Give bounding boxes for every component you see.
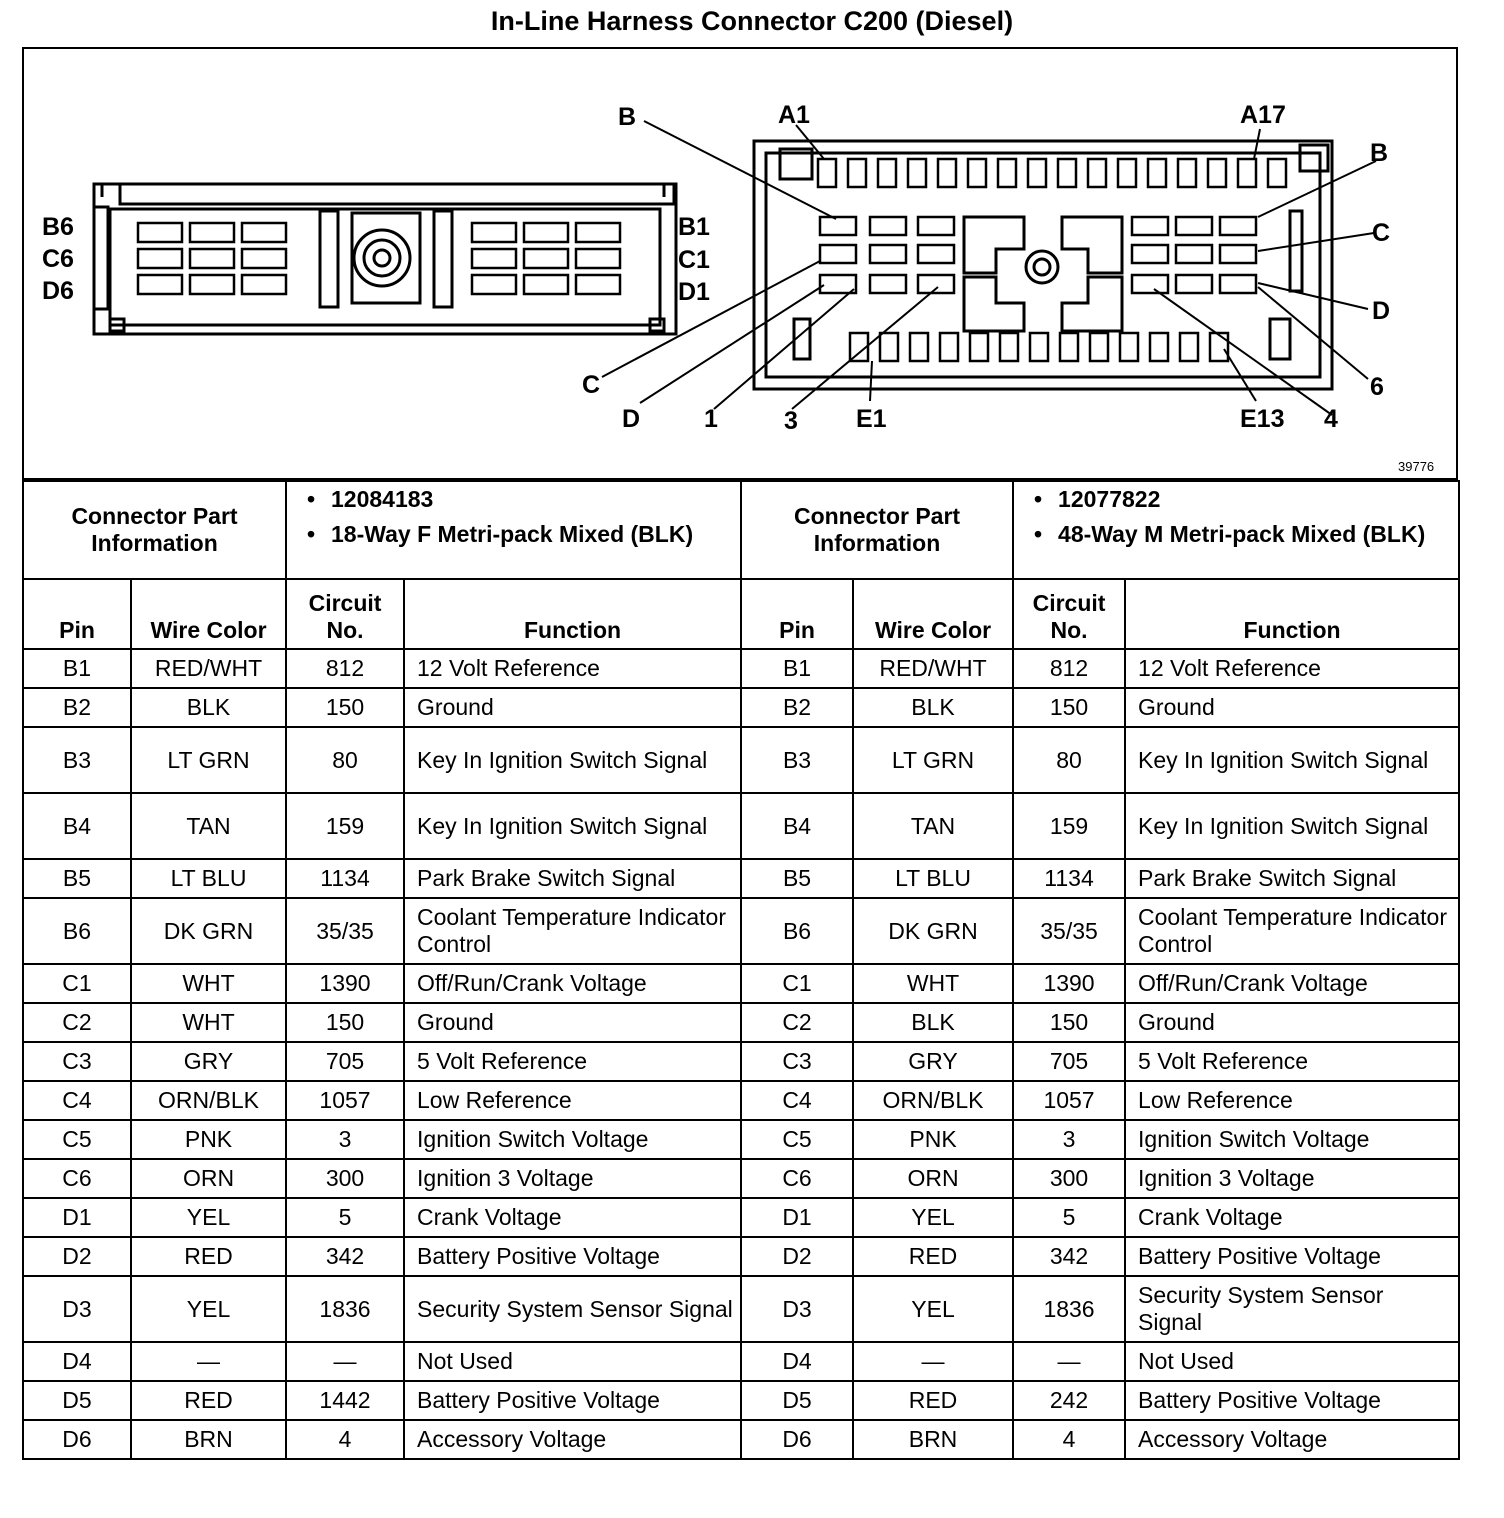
- pin-cell-left: D2: [23, 1237, 131, 1276]
- circuit-no-cell-right: 812: [1013, 649, 1125, 688]
- pin-cell-right: B1: [741, 649, 853, 688]
- circuit-no-cell-right: 1836: [1013, 1276, 1125, 1342]
- pinout-rows: [23, 649, 1459, 1459]
- function-cell-right: Battery Positive Voltage: [1125, 1237, 1459, 1276]
- function-cell-left: Accessory Voltage: [404, 1420, 741, 1459]
- connector-48way-drawing: [754, 141, 1332, 389]
- function-cell-left: Battery Positive Voltage: [404, 1381, 741, 1420]
- wire-color-cell-right: RED: [853, 1237, 1013, 1276]
- wire-color-cell-right: ORN/BLK: [853, 1081, 1013, 1120]
- circuit-no-cell-right: 1390: [1013, 964, 1125, 1003]
- part-info-label-left: Connector Part Information: [23, 481, 286, 579]
- circuit-no-cell-left: 705: [286, 1042, 404, 1081]
- circuit-no-cell-left: 150: [286, 688, 404, 727]
- wire-color-cell-right: TAN: [853, 793, 1013, 859]
- circuit-no-cell-right: 1057: [1013, 1081, 1125, 1120]
- circuit-no-cell-right: 150: [1013, 1003, 1125, 1042]
- part-number-left: • 12084183: [331, 486, 740, 513]
- wire-color-cell-left: LT GRN: [131, 727, 286, 793]
- pin-cell-right: C5: [741, 1120, 853, 1159]
- part-number-right: • 12077822: [1058, 486, 1458, 513]
- function-cell-right: Key In Ignition Switch Signal: [1125, 727, 1459, 793]
- function-cell-left: Key In Ignition Switch Signal: [404, 727, 741, 793]
- wire-color-cell-left: ORN/BLK: [131, 1081, 286, 1120]
- figure-number: 39776: [1398, 459, 1435, 474]
- table-row: [23, 1381, 1459, 1420]
- pin-cell-left: B4: [23, 793, 131, 859]
- wire-color-cell-left: TAN: [131, 793, 286, 859]
- table-row: [23, 1198, 1459, 1237]
- pin-cell-right: D4: [741, 1342, 853, 1381]
- pin-cell-right: D1: [741, 1198, 853, 1237]
- circuit-no-cell-right: 5: [1013, 1198, 1125, 1237]
- pin-cell-right: B5: [741, 859, 853, 898]
- part-info-row: [23, 481, 1459, 579]
- label-d1: D1: [678, 278, 710, 306]
- label-b6: B6: [42, 213, 74, 241]
- label-c6: C6: [42, 245, 74, 273]
- function-cell-left: 12 Volt Reference: [404, 649, 741, 688]
- table-row: [23, 1159, 1459, 1198]
- function-cell-right: Key In Ignition Switch Signal: [1125, 793, 1459, 859]
- table-row: [23, 1120, 1459, 1159]
- label-b-right: B: [1370, 139, 1389, 167]
- circuit-no-cell-left: 1390: [286, 964, 404, 1003]
- function-cell-right: Ignition 3 Voltage: [1125, 1159, 1459, 1198]
- pin-cell-left: D4: [23, 1342, 131, 1381]
- pin-cell-left: B3: [23, 727, 131, 793]
- function-cell-left: Security System Sensor Signal: [404, 1276, 741, 1342]
- circuit-no-cell-right: 1134: [1013, 859, 1125, 898]
- circuit-no-cell-left: 812: [286, 649, 404, 688]
- table-row: [23, 649, 1459, 688]
- function-cell-right: Crank Voltage: [1125, 1198, 1459, 1237]
- function-cell-right: 5 Volt Reference: [1125, 1042, 1459, 1081]
- part-desc-right: • 48-Way M Metri-pack Mixed (BLK): [1058, 521, 1458, 548]
- wire-color-cell-right: BLK: [853, 1003, 1013, 1042]
- function-cell-left: Ground: [404, 1003, 741, 1042]
- col-wire-right: Wire Color: [853, 579, 1013, 649]
- table-row: [23, 1042, 1459, 1081]
- circuit-no-cell-right: 159: [1013, 793, 1125, 859]
- page-title: In-Line Harness Connector C200 (Diesel): [490, 6, 1014, 36]
- col-pin-right: Pin: [741, 579, 853, 649]
- function-cell-left: Not Used: [404, 1342, 741, 1381]
- circuit-no-cell-right: 4: [1013, 1420, 1125, 1459]
- label-e1: E1: [856, 405, 887, 433]
- wire-color-cell-right: YEL: [853, 1198, 1013, 1237]
- pin-cell-right: D2: [741, 1237, 853, 1276]
- function-cell-right: Battery Positive Voltage: [1125, 1381, 1459, 1420]
- circuit-no-cell-right: —: [1013, 1342, 1125, 1381]
- part-info-right: [1013, 481, 1459, 579]
- col-circuit-left: Circuit No.: [286, 579, 404, 649]
- pin-cell-left: C3: [23, 1042, 131, 1081]
- wire-color-cell-right: ORN: [853, 1159, 1013, 1198]
- wire-color-cell-right: BRN: [853, 1420, 1013, 1459]
- pin-cell-left: D5: [23, 1381, 131, 1420]
- function-cell-left: Coolant Temperature Indicator Control: [404, 898, 741, 964]
- circuit-no-cell-left: 35/35: [286, 898, 404, 964]
- function-cell-right: Ground: [1125, 688, 1459, 727]
- pin-cell-right: D3: [741, 1276, 853, 1342]
- wire-color-cell-left: ORN: [131, 1159, 286, 1198]
- circuit-no-cell-left: 1057: [286, 1081, 404, 1120]
- connector-diagram: [22, 47, 1458, 480]
- function-cell-right: Ignition Switch Voltage: [1125, 1120, 1459, 1159]
- circuit-no-cell-left: 4: [286, 1420, 404, 1459]
- col-function-right: Function: [1125, 579, 1459, 649]
- table-row: [23, 1420, 1459, 1459]
- label-d6: D6: [42, 277, 74, 305]
- pin-cell-left: C5: [23, 1120, 131, 1159]
- circuit-no-cell-left: 3: [286, 1120, 404, 1159]
- label-1: 1: [704, 405, 718, 433]
- pinout-table: [22, 480, 1460, 1460]
- circuit-no-cell-right: 80: [1013, 727, 1125, 793]
- circuit-no-cell-left: 1442: [286, 1381, 404, 1420]
- wire-color-cell-left: YEL: [131, 1276, 286, 1342]
- wire-color-cell-right: RED: [853, 1381, 1013, 1420]
- function-cell-right: 12 Volt Reference: [1125, 649, 1459, 688]
- circuit-no-cell-right: 150: [1013, 688, 1125, 727]
- table-row: [23, 1003, 1459, 1042]
- label-a1: A1: [778, 101, 810, 129]
- table-row: [23, 793, 1459, 859]
- pin-cell-left: C1: [23, 964, 131, 1003]
- pin-cell-right: C6: [741, 1159, 853, 1198]
- label-a17: A17: [1240, 101, 1286, 129]
- table-row: [23, 898, 1459, 964]
- pin-cell-left: B2: [23, 688, 131, 727]
- label-e13: E13: [1240, 405, 1285, 433]
- function-cell-right: Not Used: [1125, 1342, 1459, 1381]
- function-cell-left: Park Brake Switch Signal: [404, 859, 741, 898]
- circuit-no-cell-right: 300: [1013, 1159, 1125, 1198]
- wire-color-cell-left: DK GRN: [131, 898, 286, 964]
- column-header-row: [23, 579, 1459, 649]
- label-c1: C1: [678, 246, 710, 274]
- pin-cell-right: D5: [741, 1381, 853, 1420]
- pin-cell-right: C2: [741, 1003, 853, 1042]
- part-info-left: [286, 481, 741, 579]
- table-row: [23, 964, 1459, 1003]
- pin-cell-left: D1: [23, 1198, 131, 1237]
- pin-cell-right: B4: [741, 793, 853, 859]
- circuit-no-cell-left: 300: [286, 1159, 404, 1198]
- pin-cell-left: C6: [23, 1159, 131, 1198]
- circuit-no-cell-right: 705: [1013, 1042, 1125, 1081]
- part-desc-left: • 18-Way F Metri-pack Mixed (BLK): [331, 521, 740, 548]
- wire-color-cell-right: RED/WHT: [853, 649, 1013, 688]
- pin-cell-right: C1: [741, 964, 853, 1003]
- pin-cell-left: B1: [23, 649, 131, 688]
- function-cell-left: Crank Voltage: [404, 1198, 741, 1237]
- function-cell-right: Security System Sensor Signal: [1125, 1276, 1459, 1342]
- table-row: [23, 1081, 1459, 1120]
- wire-color-cell-right: LT BLU: [853, 859, 1013, 898]
- circuit-no-cell-left: —: [286, 1342, 404, 1381]
- wire-color-cell-left: WHT: [131, 964, 286, 1003]
- label-4: 4: [1324, 405, 1338, 433]
- wire-color-cell-left: RED: [131, 1237, 286, 1276]
- pin-cell-left: D3: [23, 1276, 131, 1342]
- function-cell-left: Key In Ignition Switch Signal: [404, 793, 741, 859]
- col-wire-left: Wire Color: [131, 579, 286, 649]
- wire-color-cell-right: LT GRN: [853, 727, 1013, 793]
- wire-color-cell-right: PNK: [853, 1120, 1013, 1159]
- wire-color-cell-left: RED/WHT: [131, 649, 286, 688]
- pin-cell-right: B3: [741, 727, 853, 793]
- function-cell-left: Battery Positive Voltage: [404, 1237, 741, 1276]
- function-cell-right: Accessory Voltage: [1125, 1420, 1459, 1459]
- pin-cell-left: D6: [23, 1420, 131, 1459]
- col-function-left: Function: [404, 579, 741, 649]
- function-cell-left: Off/Run/Crank Voltage: [404, 964, 741, 1003]
- connector-18way-drawing: [94, 184, 676, 334]
- pin-cell-right: C4: [741, 1081, 853, 1120]
- circuit-no-cell-left: 80: [286, 727, 404, 793]
- label-d-left: D: [622, 405, 641, 433]
- circuit-no-cell-left: 1134: [286, 859, 404, 898]
- circuit-no-cell-right: 242: [1013, 1381, 1125, 1420]
- pin-cell-left: C4: [23, 1081, 131, 1120]
- wire-color-cell-right: —: [853, 1342, 1013, 1381]
- pin-cell-left: B5: [23, 859, 131, 898]
- pin-cell-left: B6: [23, 898, 131, 964]
- label-3: 3: [784, 407, 798, 435]
- table-row: [23, 859, 1459, 898]
- wire-color-cell-left: BRN: [131, 1420, 286, 1459]
- function-cell-right: Park Brake Switch Signal: [1125, 859, 1459, 898]
- label-d-right: D: [1372, 297, 1391, 325]
- wire-color-cell-left: GRY: [131, 1042, 286, 1081]
- label-b-top: B: [618, 103, 637, 131]
- circuit-no-cell-left: 5: [286, 1198, 404, 1237]
- circuit-no-cell-left: 150: [286, 1003, 404, 1042]
- pin-cell-right: B2: [741, 688, 853, 727]
- circuit-no-cell-left: 1836: [286, 1276, 404, 1342]
- label-c-right: C: [1372, 219, 1391, 247]
- label-6: 6: [1370, 373, 1384, 401]
- col-circuit-right: Circuit No.: [1013, 579, 1125, 649]
- label-c-left: C: [582, 371, 601, 399]
- circuit-no-cell-right: 342: [1013, 1237, 1125, 1276]
- function-cell-right: Ground: [1125, 1003, 1459, 1042]
- wire-color-cell-right: GRY: [853, 1042, 1013, 1081]
- function-cell-right: Coolant Temperature Indicator Control: [1125, 898, 1459, 964]
- callout-lines: [602, 121, 1376, 415]
- table-row: [23, 688, 1459, 727]
- wire-color-cell-left: —: [131, 1342, 286, 1381]
- table-row: [23, 1342, 1459, 1381]
- function-cell-left: Ignition 3 Voltage: [404, 1159, 741, 1198]
- table-row: [23, 1237, 1459, 1276]
- wire-color-cell-right: YEL: [853, 1276, 1013, 1342]
- circuit-no-cell-left: 342: [286, 1237, 404, 1276]
- wire-color-cell-left: YEL: [131, 1198, 286, 1237]
- wire-color-cell-right: BLK: [853, 688, 1013, 727]
- wire-color-cell-left: LT BLU: [131, 859, 286, 898]
- label-b1: B1: [678, 213, 710, 241]
- function-cell-right: Low Reference: [1125, 1081, 1459, 1120]
- function-cell-left: 5 Volt Reference: [404, 1042, 741, 1081]
- function-cell-left: Ignition Switch Voltage: [404, 1120, 741, 1159]
- pin-cell-right: D6: [741, 1420, 853, 1459]
- col-pin-left: Pin: [23, 579, 131, 649]
- pin-cell-right: B6: [741, 898, 853, 964]
- pin-cell-right: C3: [741, 1042, 853, 1081]
- pin-cell-left: C2: [23, 1003, 131, 1042]
- function-cell-right: Off/Run/Crank Voltage: [1125, 964, 1459, 1003]
- function-cell-left: Low Reference: [404, 1081, 741, 1120]
- function-cell-left: Ground: [404, 688, 741, 727]
- wire-color-cell-right: DK GRN: [853, 898, 1013, 964]
- wire-color-cell-right: WHT: [853, 964, 1013, 1003]
- table-row: [23, 1276, 1459, 1342]
- wire-color-cell-left: RED: [131, 1381, 286, 1420]
- table-row: [23, 727, 1459, 793]
- circuit-no-cell-left: 159: [286, 793, 404, 859]
- circuit-no-cell-right: 35/35: [1013, 898, 1125, 964]
- circuit-no-cell-right: 3: [1013, 1120, 1125, 1159]
- connector-drawing: [24, 49, 1456, 478]
- wire-color-cell-left: BLK: [131, 688, 286, 727]
- wire-color-cell-left: PNK: [131, 1120, 286, 1159]
- wire-color-cell-left: WHT: [131, 1003, 286, 1042]
- part-info-label-right: Connector Part Information: [741, 481, 1013, 579]
